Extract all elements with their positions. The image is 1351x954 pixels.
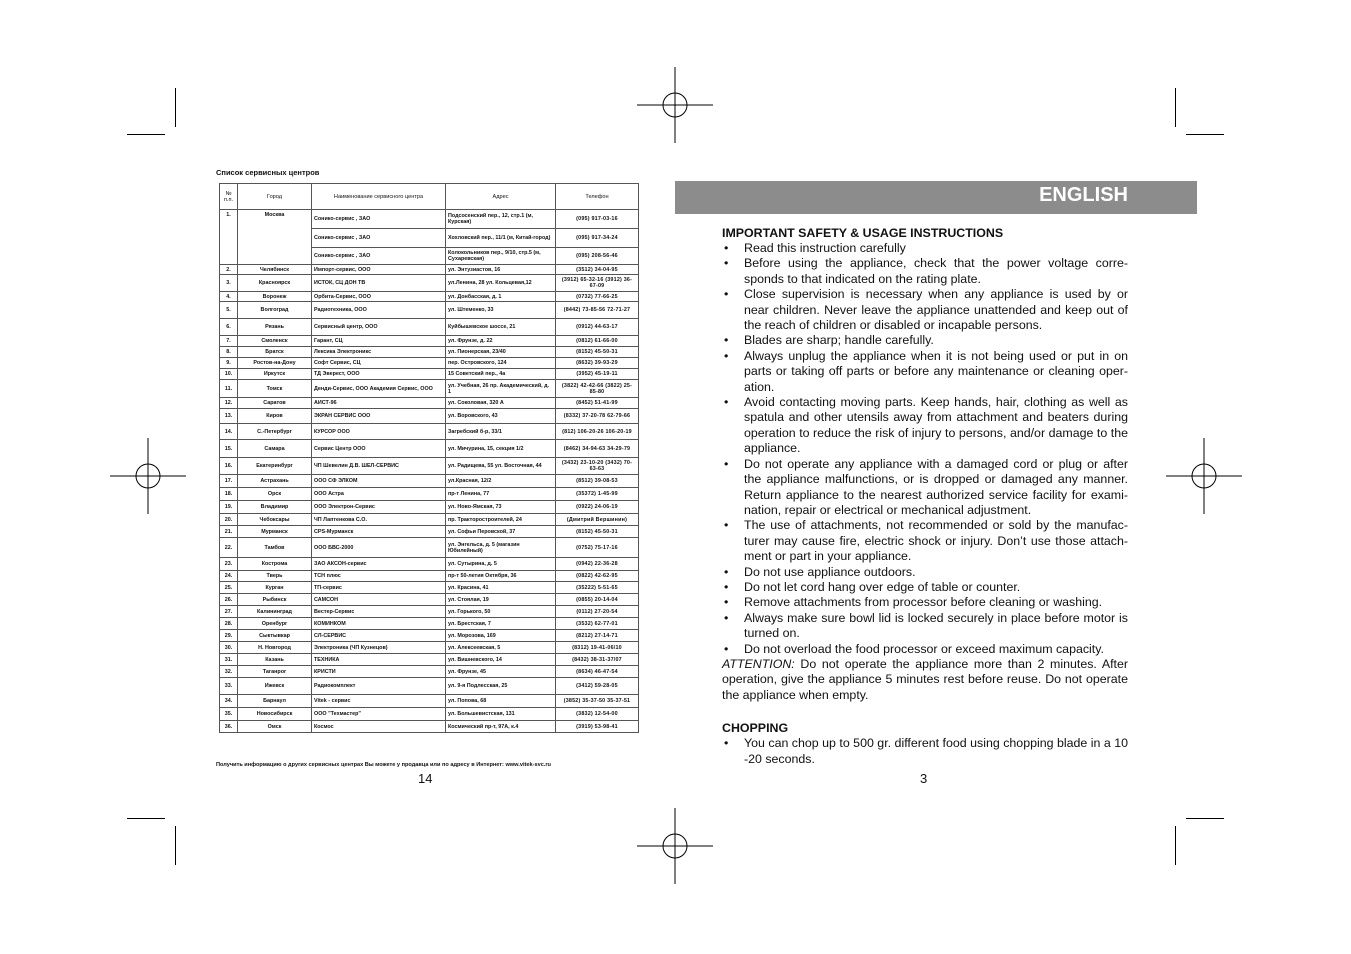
row-center-name: Электроника (ЧП Кузнецов) <box>312 642 446 654</box>
table-row <box>220 538 639 558</box>
row-address: пр-т Ленина, 77 <box>446 488 556 501</box>
row-city: Тверь <box>238 571 312 582</box>
table-row <box>220 594 639 606</box>
row-phone: (3852) 35-37-50 35-37-51 <box>556 695 639 708</box>
row-number: 15. <box>220 440 238 458</box>
row-address: ул. 9-я Подлесская, 25 <box>446 678 556 695</box>
row-phone: (8432) 38-31-37/07 <box>556 654 639 666</box>
row-city: Астрахань <box>238 475 312 488</box>
row-phone: (3832) 12-54-00 <box>556 708 639 721</box>
row-address: ул. Ново-Ямская, 73 <box>446 501 556 514</box>
row-address: ул. Большевистская, 131 <box>446 708 556 721</box>
list-item: • Always make sure bowl lid is locked securely in place before motor is turned on. <box>722 611 1128 642</box>
row-center-name: САМСОН <box>312 594 446 606</box>
safety-list <box>722 241 1128 657</box>
row-address: ул. Брестская, 7 <box>446 618 556 630</box>
table-row <box>220 302 639 319</box>
row-center-name: Сонико-сервис , ЗАО <box>312 248 446 265</box>
row-city: Братск <box>238 347 312 358</box>
row-city: Кострома <box>238 558 312 571</box>
registration-mark-right-icon <box>1166 438 1242 514</box>
row-city: Челябинск <box>238 265 312 275</box>
row-number: 7. <box>220 336 238 347</box>
row-center-name: ООО Электрон-Сервис <box>312 501 446 514</box>
row-number: 2. <box>220 265 238 275</box>
row-phone: (3512) 34-04-95 <box>556 265 639 275</box>
row-center-name: КОМИНКОМ <box>312 618 446 630</box>
row-address: Загребский б-р, 33/1 <box>446 424 556 440</box>
header-phone: Телефон <box>556 184 639 210</box>
table-row <box>220 642 639 654</box>
table-row <box>220 488 639 501</box>
row-city: Тамбов <box>238 538 312 558</box>
row-phone: (0942) 22-36-28 <box>556 558 639 571</box>
row-city: Орск <box>238 488 312 501</box>
row-address: ул.Ленина, 28 ул. Кольцевая,12 <box>446 275 556 292</box>
table-row <box>220 606 639 618</box>
row-address: ул. Фрунзе, д. 22 <box>446 336 556 347</box>
row-center-name: Сервисный центр, ООО <box>312 319 446 336</box>
row-center-name: Импорт-сервис, ООО <box>312 265 446 275</box>
row-center-name: ООО БВС-2000 <box>312 538 446 558</box>
row-phone: (0732) 77-66-25 <box>556 292 639 302</box>
row-address: ул. Учебная, 26 пр. Академический, д. 1 <box>446 380 556 398</box>
row-center-name: ИСТОК, СЦ ДОН ТВ <box>312 275 446 292</box>
row-city: Саратов <box>238 398 312 409</box>
row-number: 8. <box>220 347 238 358</box>
row-center-name: СЛ-СЕРВИС <box>312 630 446 642</box>
row-phone: (8452) 51-41-99 <box>556 398 639 409</box>
row-phone: (8634) 46-47-54 <box>556 666 639 678</box>
row-center-name: ТСН плюс <box>312 571 446 582</box>
row-number: 17. <box>220 475 238 488</box>
row-city: Омск <box>238 721 312 733</box>
row-city: Рязань <box>238 319 312 336</box>
row-phone: (0922) 24-06-19 <box>556 501 639 514</box>
row-address: ул. Соколовая, 320 А <box>446 398 556 409</box>
row-city: Красноярск <box>238 275 312 292</box>
row-address: ул. Горького, 50 <box>446 606 556 618</box>
row-city: С.-Петербург <box>238 424 312 440</box>
row-phone: (095) 208-56-46 <box>556 248 639 265</box>
table-row <box>220 292 639 302</box>
row-center-name: АИСТ-96 <box>312 398 446 409</box>
row-phone: (8312) 19-41-06/10 <box>556 642 639 654</box>
row-center-name: CPS-Мурманск <box>312 526 446 538</box>
row-address: Куйбышевское шоссе, 21 <box>446 319 556 336</box>
row-center-name: Космос <box>312 721 446 733</box>
row-number: 35. <box>220 708 238 721</box>
row-address: 15 Советский пер., 4а <box>446 369 556 380</box>
row-number: 19. <box>220 501 238 514</box>
row-address: ул. Фрунзе, 45 <box>446 666 556 678</box>
row-city: Ростов-на-Дону <box>238 358 312 369</box>
row-phone: (8512) 39-08-53 <box>556 475 639 488</box>
row-phone: (0812) 61-66-00 <box>556 336 639 347</box>
row-city: Казань <box>238 654 312 666</box>
language-banner-label: ENGLISH <box>1039 184 1128 206</box>
row-center-name: Денди-Сервис, ООО Академия Сервис, ООО <box>312 380 446 398</box>
table-header-row <box>220 184 639 210</box>
row-number: 34. <box>220 695 238 708</box>
row-city: Мурманск <box>238 526 312 538</box>
registration-mark-top-icon <box>637 67 713 143</box>
row-center-name: Орбита-Сервис, ООО <box>312 292 446 302</box>
row-city: Москва <box>238 210 312 265</box>
row-city: Владимир <box>238 501 312 514</box>
row-center-name: ЗАО АКСОН-сервис <box>312 558 446 571</box>
row-city: Сыктывкар <box>238 630 312 642</box>
list-item: • Blades are sharp; handle carefully. <box>722 333 1128 348</box>
row-number: 36. <box>220 721 238 733</box>
row-center-name: Гарант, СЦ <box>312 336 446 347</box>
row-address: ул. Донбасская, д. 1 <box>446 292 556 302</box>
row-center-name: Радиотехника, ООО <box>312 302 446 319</box>
row-phone: (3919) 53-98-41 <box>556 721 639 733</box>
row-phone: (8212) 27-14-71 <box>556 630 639 642</box>
page-number-right: 3 <box>920 771 928 786</box>
row-phone: (8462) 34-94-63 34-29-79 <box>556 440 639 458</box>
list-item: • Do not operate any appliance with a damaged cord or plug or after the appliance malfunctions, or is dropped or damaged any manner. Return appliance to the nearest authorized service facility for exami-nation, repair or electrical or mechanical adjustment. <box>722 457 1128 519</box>
row-center-name: ЧП Лаптенкова С.О. <box>312 514 446 526</box>
safety-heading: IMPORTANT SAFETY & USAGE INSTRUCTIONS <box>722 226 1004 240</box>
table-row <box>220 666 639 678</box>
row-address: ул. Энтузиастов, 16 <box>446 265 556 275</box>
row-number: 4. <box>220 292 238 302</box>
row-city: Рыбинск <box>238 594 312 606</box>
header-center-name: Наименование сервисного центра <box>312 184 446 210</box>
table-row <box>220 678 639 695</box>
row-number: 27. <box>220 606 238 618</box>
row-city: Воронеж <box>238 292 312 302</box>
row-phone: (8152) 45-50-31 <box>556 526 639 538</box>
row-address: ул. Вишневского, 14 <box>446 654 556 666</box>
row-number: 9. <box>220 358 238 369</box>
row-center-name: ООО "Техмастер" <box>312 708 446 721</box>
row-phone: (0112) 27-20-54 <box>556 606 639 618</box>
row-number: 14. <box>220 424 238 440</box>
row-center-name: Софт Сервис, СЦ <box>312 358 446 369</box>
row-address: ул.Красная, 12/2 <box>446 475 556 488</box>
row-phone: (0912) 44-63-17 <box>556 319 639 336</box>
chopping-list <box>722 736 1128 767</box>
row-phone: (3532) 62-77-01 <box>556 618 639 630</box>
list-item: • The use of attachments, not recommended or sold by the manufac-turer may cause fire, electric shock or injury. Don’t use those attach-ment or part in your appliance. <box>722 518 1128 564</box>
table-row <box>220 458 639 475</box>
table-row <box>220 440 639 458</box>
row-number: 32. <box>220 666 238 678</box>
row-city: Н. Новгород <box>238 642 312 654</box>
row-number: 26. <box>220 594 238 606</box>
table-row <box>220 336 639 347</box>
row-number: 24. <box>220 571 238 582</box>
row-address: ул. Мичурина, 15, секция 1/2 <box>446 440 556 458</box>
row-city: Ижевск <box>238 678 312 695</box>
row-center-name: ТЕХНИКА <box>312 654 446 666</box>
table-row <box>220 708 639 721</box>
row-address: Хохловский пер., 11/1 (м, Китай-город) <box>446 229 556 248</box>
table-row <box>220 380 639 398</box>
language-banner <box>675 181 1197 214</box>
row-address: пр-т 50-летия Октября, 36 <box>446 571 556 582</box>
table-row <box>220 398 639 409</box>
row-city: Смоленск <box>238 336 312 347</box>
header-city: Город <box>238 184 312 210</box>
row-phone: (8152) 45-50-31 <box>556 347 639 358</box>
table-row <box>220 265 639 275</box>
row-phone: (095) 917-03-16 <box>556 210 639 229</box>
row-center-name: ЧП Шевелин Д.В. ШЕЛ-СЕРВИС <box>312 458 446 475</box>
list-item: • Do not let cord hang over edge of table or counter. <box>722 580 1128 595</box>
row-center-name: Радиокомплект <box>312 678 446 695</box>
table-row <box>220 275 639 292</box>
list-item: • Before using the appliance, check that the power voltage corre-sponds to that indicated on the rating plate. <box>722 256 1128 287</box>
row-address: ул. Пионерская, 23/40 <box>446 347 556 358</box>
row-center-name: Сонико-сервис , ЗАО <box>312 229 446 248</box>
row-city: Оренбург <box>238 618 312 630</box>
row-address: пер. Островского, 124 <box>446 358 556 369</box>
row-address: Космический пр-т, 97А, к.4 <box>446 721 556 733</box>
row-city: Самара <box>238 440 312 458</box>
row-phone: (8442) 73-85-56 72-71-27 <box>556 302 639 319</box>
registration-mark-bottom-icon <box>637 808 713 884</box>
row-number: 18. <box>220 488 238 501</box>
row-city: Калининград <box>238 606 312 618</box>
row-phone: (Дмитрий Вершинин) <box>556 514 639 526</box>
service-centers-title: Список сервисных центров <box>216 168 320 177</box>
row-number: 23. <box>220 558 238 571</box>
row-phone: (095) 917-34-24 <box>556 229 639 248</box>
row-number: 33. <box>220 678 238 695</box>
table-row <box>220 654 639 666</box>
row-city: Курган <box>238 582 312 594</box>
row-city: Таганрог <box>238 666 312 678</box>
row-address: ул. Воровского, 43 <box>446 409 556 424</box>
table-row <box>220 695 639 708</box>
list-item: • Close supervision is necessary when any appliance is used by or near children. Never leave the appliance unattended and keep out of the reach of children or disabled or incapable persons. <box>722 287 1128 333</box>
row-phone: (35372) 1-45-99 <box>556 488 639 501</box>
row-number: 20. <box>220 514 238 526</box>
attention-paragraph <box>722 657 1128 703</box>
row-address: ул. Попова, 68 <box>446 695 556 708</box>
service-centers-footer: Получить информацию о других сервисных центрах Вы можете у продавца или по адресу в Интернет: www.vitek-svc.ru <box>216 762 551 768</box>
row-city: Киров <box>238 409 312 424</box>
row-number: 29. <box>220 630 238 642</box>
row-center-name: КУРСОР ООО <box>312 424 446 440</box>
row-address: Колокольников пер., 9/10, стр.5 (м, Сухаревская) <box>446 248 556 265</box>
table-row <box>220 501 639 514</box>
service-centers-table <box>219 183 639 733</box>
row-center-name: Сонико-сервис , ЗАО <box>312 210 446 229</box>
row-address: ул. Сутырина, д. 5 <box>446 558 556 571</box>
list-item: • Remove attachments from processor before cleaning or washing. <box>722 595 1128 610</box>
table-row <box>220 571 639 582</box>
row-number: 13. <box>220 409 238 424</box>
list-item: • Always unplug the appliance when it is not being used or put in on parts or taking off parts or before any maintenance or cleaning oper-ation. <box>722 349 1128 395</box>
row-address: ул. Энгельса, д. 5 (магазин Юбилейный) <box>446 538 556 558</box>
table-row <box>220 514 639 526</box>
row-phone: (812) 106-20-26 106-20-19 <box>556 424 639 440</box>
registration-mark-left-icon <box>110 438 186 514</box>
attention-text: Do not operate the appliance more than 2 minutes. After operation, give the appliance 5 minutes rest before reuse. Do not operate the appliance when empty. <box>722 656 1128 702</box>
table-row <box>220 409 639 424</box>
row-number: 12. <box>220 398 238 409</box>
row-city: Екатеринбург <box>238 458 312 475</box>
row-center-name: ООО Астра <box>312 488 446 501</box>
row-address: ул. Софьи Перовской, 37 <box>446 526 556 538</box>
row-address: ул. Красина, 41 <box>446 582 556 594</box>
row-number: 21. <box>220 526 238 538</box>
row-phone: (0752) 75-17-16 <box>556 538 639 558</box>
row-address: ул. Алексеевская, 5 <box>446 642 556 654</box>
table-row <box>220 475 639 488</box>
row-address: ул. Морозова, 169 <box>446 630 556 642</box>
row-number: 10. <box>220 369 238 380</box>
row-city: Иркутск <box>238 369 312 380</box>
row-center-name: КРИСТИ <box>312 666 446 678</box>
row-phone: (3412) 59-28-05 <box>556 678 639 695</box>
list-item: • Avoid contacting moving parts. Keep hands, hair, clothing as well as spatula and other utensils away from attachment and beaters during operation to reduce the risk of injury to persons, and/or damage to the appliance. <box>722 395 1128 457</box>
page-number-left: 14 <box>418 771 433 786</box>
table-row <box>220 526 639 538</box>
row-number: 1. <box>220 210 238 265</box>
row-number: 28. <box>220 618 238 630</box>
row-center-name: Вестер-Сервис <box>312 606 446 618</box>
row-number: 31. <box>220 654 238 666</box>
list-item: • Do not overload the food processor or exceed maximum capacity. <box>722 642 1128 657</box>
row-city: Чебоксары <box>238 514 312 526</box>
row-center-name: Сервис Центр ООО <box>312 440 446 458</box>
row-phone: (3432) 23-10-20 (3432) 70-63-63 <box>556 458 639 475</box>
table-row <box>220 358 639 369</box>
row-center-name: ООО СФ ЭЛКОМ <box>312 475 446 488</box>
list-item: • Read this instruction carefully <box>722 241 1128 256</box>
row-center-name: Vitek - сервис <box>312 695 446 708</box>
table-row <box>220 369 639 380</box>
row-city: Томск <box>238 380 312 398</box>
row-center-name: ЭКРАН СЕРВИС ООО <box>312 409 446 424</box>
attention-label: ATTENTION: <box>722 656 795 671</box>
chopping-heading: CHOPPING <box>722 721 789 736</box>
table-row <box>220 582 639 594</box>
table-row <box>220 347 639 358</box>
row-center-name: Лексика Электроникс <box>312 347 446 358</box>
row-phone: (3952) 45-19-11 <box>556 369 639 380</box>
row-phone: (35222) 5-51-65 <box>556 582 639 594</box>
row-address: ул. Стоялая, 19 <box>446 594 556 606</box>
header-address: Адрес <box>446 184 556 210</box>
row-number: 30. <box>220 642 238 654</box>
row-number: 6. <box>220 319 238 336</box>
table-row <box>220 319 639 336</box>
row-phone: (8632) 39-93-29 <box>556 358 639 369</box>
row-number: 3. <box>220 275 238 292</box>
row-number: 5. <box>220 302 238 319</box>
row-phone: (0822) 42-62-95 <box>556 571 639 582</box>
row-city: Барнаул <box>238 695 312 708</box>
row-phone: (8332) 37-20-78 62-79-66 <box>556 409 639 424</box>
row-address: пр. Тракторостроителей, 24 <box>446 514 556 526</box>
header-number: № п.п. <box>220 184 238 210</box>
table-row <box>220 210 639 229</box>
row-phone: (3822) 42-42-66 (3822) 25-85-80 <box>556 380 639 398</box>
row-address: ул. Радищева, 55 ул. Восточная, 44 <box>446 458 556 475</box>
table-row <box>220 424 639 440</box>
list-item: • Do not use appliance outdoors. <box>722 565 1128 580</box>
row-phone: (0855) 20-14-04 <box>556 594 639 606</box>
row-phone: (3912) 65-32-16 (3912) 36-67-09 <box>556 275 639 292</box>
row-city: Волгоград <box>238 302 312 319</box>
list-item: • You can chop up to 500 gr. different food using chopping blade in a 10 -20 seconds. <box>722 736 1128 767</box>
table-row <box>220 630 639 642</box>
row-number: 22. <box>220 538 238 558</box>
table-row <box>220 558 639 571</box>
row-number: 25. <box>220 582 238 594</box>
instructions-page <box>722 225 1128 767</box>
table-row <box>220 618 639 630</box>
row-center-name: ТП-сервис <box>312 582 446 594</box>
row-center-name: ТД Эверест, ООО <box>312 369 446 380</box>
row-number: 16. <box>220 458 238 475</box>
table-row <box>220 721 639 733</box>
row-number: 11. <box>220 380 238 398</box>
row-city: Новосибирск <box>238 708 312 721</box>
row-address: ул. Штеменко, 33 <box>446 302 556 319</box>
row-address: Подсосенский пер., 12, стр.1 (м, Курская) <box>446 210 556 229</box>
